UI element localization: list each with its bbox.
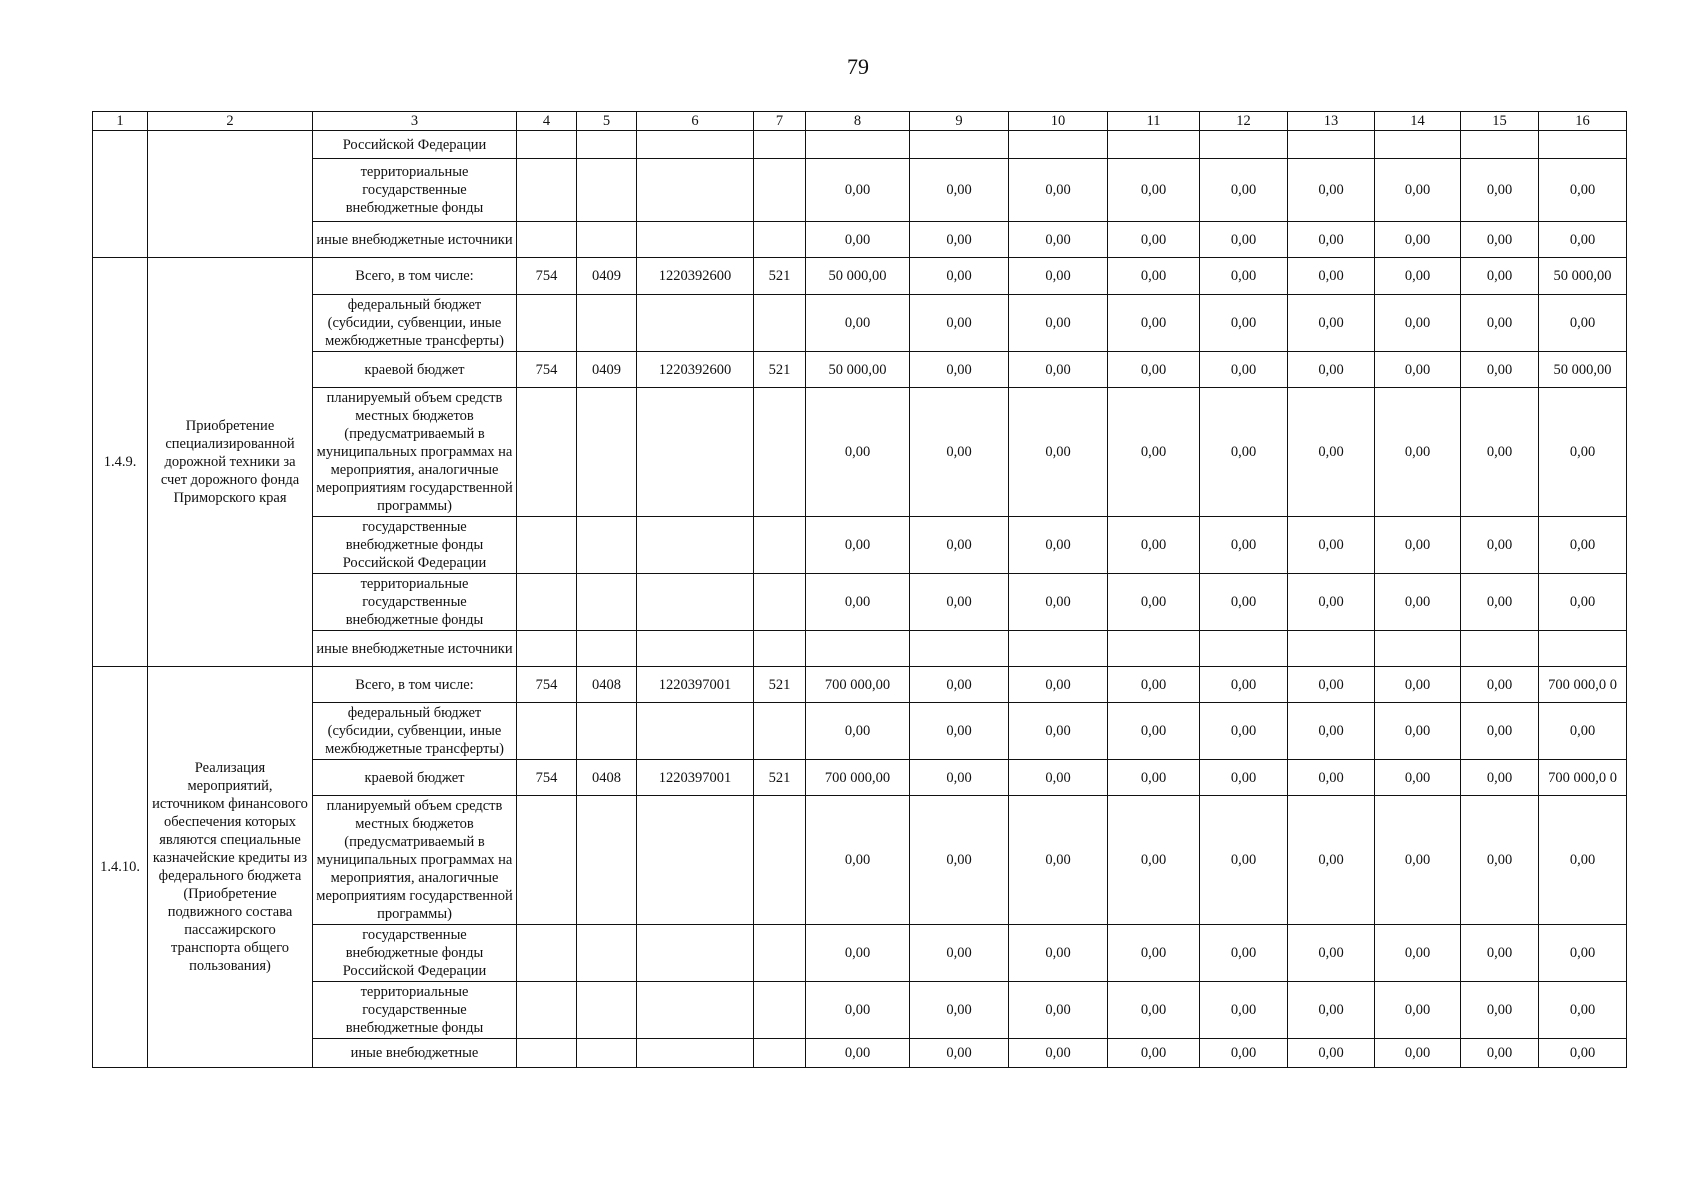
cell-col-9: 0,00 <box>910 574 1009 631</box>
cell-col-15: 0,00 <box>1461 982 1539 1039</box>
cell-col-13: 0,00 <box>1288 1039 1375 1068</box>
item-code: 1.4.9. <box>93 258 148 667</box>
cell-col-14 <box>1375 631 1461 667</box>
item-name: Приобретение специализированной дорожной техники за счет дорожного фонда Приморского края <box>148 258 313 667</box>
cell-col-16: 0,00 <box>1539 703 1627 760</box>
cell-col-14: 0,00 <box>1375 517 1461 574</box>
cell-col-4: 754 <box>517 667 577 703</box>
cell-col-8: 0,00 <box>806 703 910 760</box>
table-row <box>93 631 1627 667</box>
cell-col-4 <box>517 1039 577 1068</box>
table-row <box>93 517 1627 574</box>
cell-col-8: 0,00 <box>806 222 910 258</box>
column-header-3: 3 <box>313 112 517 131</box>
cell-col-14: 0,00 <box>1375 295 1461 352</box>
cell-col-5 <box>577 703 637 760</box>
cell-col-7 <box>754 131 806 159</box>
cell-col-16: 0,00 <box>1539 517 1627 574</box>
cell-col-8: 700 000,00 <box>806 760 910 796</box>
cell-col-6 <box>637 796 754 925</box>
cell-col-11 <box>1108 631 1200 667</box>
cell-col-14: 0,00 <box>1375 222 1461 258</box>
cell-col-10: 0,00 <box>1009 517 1108 574</box>
cell-col-4 <box>517 925 577 982</box>
cell-col-4: 754 <box>517 760 577 796</box>
column-header-5: 5 <box>577 112 637 131</box>
cell-col-6: 1220397001 <box>637 760 754 796</box>
cell-col-14: 0,00 <box>1375 667 1461 703</box>
cell-col-13: 0,00 <box>1288 517 1375 574</box>
table-row <box>93 982 1627 1039</box>
cell-col-4: 754 <box>517 258 577 295</box>
cell-col-13: 0,00 <box>1288 258 1375 295</box>
cell-col-12: 0,00 <box>1200 159 1288 222</box>
cell-col-16: 0,00 <box>1539 222 1627 258</box>
cell-col-5 <box>577 159 637 222</box>
cell-col-11: 0,00 <box>1108 388 1200 517</box>
funding-source: планируемый объем средств местных бюджетов (предусматриваемый в муниципальных программах на мероприятия, аналогичные мероприятиям государственной программы) <box>313 388 517 517</box>
cell-col-14: 0,00 <box>1375 159 1461 222</box>
cell-col-15: 0,00 <box>1461 667 1539 703</box>
cell-col-6: 1220397001 <box>637 667 754 703</box>
cell-col-9: 0,00 <box>910 295 1009 352</box>
cell-col-7 <box>754 295 806 352</box>
cell-col-7 <box>754 1039 806 1068</box>
table-row <box>93 352 1627 388</box>
column-number-row <box>93 112 1627 131</box>
cell-col-5: 0408 <box>577 667 637 703</box>
column-header-1: 1 <box>93 112 148 131</box>
cell-col-10: 0,00 <box>1009 982 1108 1039</box>
cell-col-11: 0,00 <box>1108 667 1200 703</box>
cell-col-16: 700 000,0 0 <box>1539 667 1627 703</box>
cell-col-11: 0,00 <box>1108 352 1200 388</box>
funding-source: Российской Федерации <box>313 131 517 159</box>
cell-col-16: 0,00 <box>1539 1039 1627 1068</box>
cell-col-11: 0,00 <box>1108 796 1200 925</box>
cell-col-12: 0,00 <box>1200 925 1288 982</box>
funding-source: государственные внебюджетные фонды Российской Федерации <box>313 925 517 982</box>
cell-col-6: 1220392600 <box>637 258 754 295</box>
cell-col-4 <box>517 982 577 1039</box>
cell-col-12: 0,00 <box>1200 574 1288 631</box>
cell-col-4 <box>517 703 577 760</box>
cell-col-15: 0,00 <box>1461 574 1539 631</box>
cell-col-16: 0,00 <box>1539 796 1627 925</box>
cell-col-7 <box>754 703 806 760</box>
cell-col-8 <box>806 631 910 667</box>
cell-col-15: 0,00 <box>1461 258 1539 295</box>
table-row <box>93 574 1627 631</box>
cell-col-16: 0,00 <box>1539 159 1627 222</box>
cell-col-9: 0,00 <box>910 760 1009 796</box>
cell-col-9: 0,00 <box>910 388 1009 517</box>
cell-col-11: 0,00 <box>1108 517 1200 574</box>
cell-col-5 <box>577 796 637 925</box>
budget-table <box>92 111 1627 1068</box>
cell-col-11: 0,00 <box>1108 1039 1200 1068</box>
cell-col-4 <box>517 574 577 631</box>
table-row <box>93 703 1627 760</box>
table-row <box>93 295 1627 352</box>
cell-col-10: 0,00 <box>1009 159 1108 222</box>
cell-col-11 <box>1108 131 1200 159</box>
cell-col-9: 0,00 <box>910 222 1009 258</box>
column-header-9: 9 <box>910 112 1009 131</box>
cell-col-14: 0,00 <box>1375 796 1461 925</box>
funding-source: территориальные государственные внебюджетные фонды <box>313 574 517 631</box>
cell-col-6 <box>637 131 754 159</box>
cell-col-8: 0,00 <box>806 1039 910 1068</box>
cell-col-7 <box>754 796 806 925</box>
cell-col-11: 0,00 <box>1108 574 1200 631</box>
column-header-15: 15 <box>1461 112 1539 131</box>
cell-col-15: 0,00 <box>1461 352 1539 388</box>
cell-col-10: 0,00 <box>1009 667 1108 703</box>
cell-col-15 <box>1461 131 1539 159</box>
cell-col-4 <box>517 159 577 222</box>
cell-col-8: 0,00 <box>806 517 910 574</box>
cell-col-7: 521 <box>754 352 806 388</box>
cell-col-4 <box>517 131 577 159</box>
column-header-14: 14 <box>1375 112 1461 131</box>
cell-col-9 <box>910 631 1009 667</box>
cell-col-13: 0,00 <box>1288 574 1375 631</box>
cell-col-13: 0,00 <box>1288 667 1375 703</box>
cell-col-10: 0,00 <box>1009 295 1108 352</box>
cell-col-7 <box>754 159 806 222</box>
cell-col-5: 0409 <box>577 352 637 388</box>
table-row <box>93 222 1627 258</box>
cell-col-12: 0,00 <box>1200 517 1288 574</box>
cell-col-4 <box>517 295 577 352</box>
cell-col-8: 50 000,00 <box>806 258 910 295</box>
cell-col-7: 521 <box>754 667 806 703</box>
cell-col-9: 0,00 <box>910 703 1009 760</box>
cell-col-12: 0,00 <box>1200 258 1288 295</box>
cell-col-7: 521 <box>754 258 806 295</box>
cell-col-14: 0,00 <box>1375 388 1461 517</box>
cell-col-15: 0,00 <box>1461 222 1539 258</box>
cell-col-10: 0,00 <box>1009 703 1108 760</box>
cell-col-6 <box>637 295 754 352</box>
cell-col-5 <box>577 1039 637 1068</box>
cell-col-16: 50 000,00 <box>1539 352 1627 388</box>
cell-col-4 <box>517 796 577 925</box>
cell-col-4 <box>517 517 577 574</box>
cell-col-15: 0,00 <box>1461 1039 1539 1068</box>
funding-source: иные внебюджетные <box>313 1039 517 1068</box>
cell-col-9: 0,00 <box>910 517 1009 574</box>
column-header-12: 12 <box>1200 112 1288 131</box>
cell-col-8: 0,00 <box>806 159 910 222</box>
cell-col-10: 0,00 <box>1009 760 1108 796</box>
funding-source: Всего, в том числе: <box>313 667 517 703</box>
cell-col-5 <box>577 574 637 631</box>
item-name: Реализация мероприятий, источником финансового обеспечения которых являются специальные казначейские кредиты из федерального бюджета (Приобретение подвижного состава пассажирского транспорта общего пользования) <box>148 667 313 1068</box>
cell-col-9: 0,00 <box>910 352 1009 388</box>
funding-source: федеральный бюджет (субсидии, субвенции, иные межбюджетные трансферты) <box>313 703 517 760</box>
column-header-7: 7 <box>754 112 806 131</box>
cell-col-11: 0,00 <box>1108 703 1200 760</box>
cell-col-7 <box>754 925 806 982</box>
cell-col-15: 0,00 <box>1461 159 1539 222</box>
cell-col-8: 0,00 <box>806 925 910 982</box>
cell-col-5 <box>577 517 637 574</box>
column-header-6: 6 <box>637 112 754 131</box>
cell-col-4 <box>517 631 577 667</box>
item-code <box>93 131 148 258</box>
cell-col-13 <box>1288 131 1375 159</box>
table-row <box>93 760 1627 796</box>
cell-col-5 <box>577 295 637 352</box>
cell-col-9: 0,00 <box>910 796 1009 925</box>
cell-col-12: 0,00 <box>1200 760 1288 796</box>
cell-col-15: 0,00 <box>1461 760 1539 796</box>
cell-col-8: 0,00 <box>806 388 910 517</box>
cell-col-6 <box>637 517 754 574</box>
column-header-11: 11 <box>1108 112 1200 131</box>
cell-col-7 <box>754 631 806 667</box>
cell-col-9: 0,00 <box>910 925 1009 982</box>
cell-col-10: 0,00 <box>1009 352 1108 388</box>
cell-col-9: 0,00 <box>910 258 1009 295</box>
column-header-10: 10 <box>1009 112 1108 131</box>
cell-col-10: 0,00 <box>1009 1039 1108 1068</box>
item-code: 1.4.10. <box>93 667 148 1068</box>
cell-col-12: 0,00 <box>1200 388 1288 517</box>
funding-source: территориальные государственные внебюджетные фонды <box>313 982 517 1039</box>
cell-col-14: 0,00 <box>1375 760 1461 796</box>
cell-col-5 <box>577 631 637 667</box>
cell-col-16: 0,00 <box>1539 982 1627 1039</box>
cell-col-7 <box>754 574 806 631</box>
cell-col-8: 0,00 <box>806 295 910 352</box>
funding-source: краевой бюджет <box>313 352 517 388</box>
cell-col-9: 0,00 <box>910 982 1009 1039</box>
cell-col-16: 0,00 <box>1539 574 1627 631</box>
cell-col-11: 0,00 <box>1108 295 1200 352</box>
cell-col-8: 50 000,00 <box>806 352 910 388</box>
cell-col-14 <box>1375 131 1461 159</box>
cell-col-10: 0,00 <box>1009 574 1108 631</box>
cell-col-13: 0,00 <box>1288 352 1375 388</box>
cell-col-15: 0,00 <box>1461 796 1539 925</box>
cell-col-12 <box>1200 631 1288 667</box>
table-row <box>93 925 1627 982</box>
cell-col-12: 0,00 <box>1200 1039 1288 1068</box>
cell-col-9: 0,00 <box>910 667 1009 703</box>
cell-col-10: 0,00 <box>1009 258 1108 295</box>
cell-col-5 <box>577 222 637 258</box>
cell-col-14: 0,00 <box>1375 703 1461 760</box>
column-header-16: 16 <box>1539 112 1627 131</box>
cell-col-15: 0,00 <box>1461 295 1539 352</box>
cell-col-8: 0,00 <box>806 574 910 631</box>
table-row <box>93 131 1627 159</box>
column-header-8: 8 <box>806 112 910 131</box>
cell-col-11: 0,00 <box>1108 760 1200 796</box>
cell-col-14: 0,00 <box>1375 574 1461 631</box>
table-row <box>93 796 1627 925</box>
cell-col-6 <box>637 222 754 258</box>
item-name <box>148 131 313 258</box>
cell-col-5 <box>577 131 637 159</box>
cell-col-10: 0,00 <box>1009 388 1108 517</box>
table-body <box>93 131 1627 1068</box>
cell-col-4 <box>517 222 577 258</box>
cell-col-16 <box>1539 631 1627 667</box>
table-row <box>93 667 1627 703</box>
funding-source: федеральный бюджет (субсидии, субвенции, иные межбюджетные трансферты) <box>313 295 517 352</box>
cell-col-16 <box>1539 131 1627 159</box>
cell-col-13: 0,00 <box>1288 796 1375 925</box>
cell-col-15 <box>1461 631 1539 667</box>
cell-col-7: 521 <box>754 760 806 796</box>
cell-col-16: 0,00 <box>1539 295 1627 352</box>
cell-col-16: 700 000,0 0 <box>1539 760 1627 796</box>
column-header-2: 2 <box>148 112 313 131</box>
cell-col-6 <box>637 1039 754 1068</box>
cell-col-5 <box>577 925 637 982</box>
table-row <box>93 388 1627 517</box>
funding-source: государственные внебюджетные фонды Российской Федерации <box>313 517 517 574</box>
cell-col-5 <box>577 982 637 1039</box>
cell-col-14: 0,00 <box>1375 1039 1461 1068</box>
cell-col-13: 0,00 <box>1288 760 1375 796</box>
cell-col-7 <box>754 388 806 517</box>
cell-col-4 <box>517 388 577 517</box>
cell-col-11: 0,00 <box>1108 258 1200 295</box>
cell-col-10: 0,00 <box>1009 925 1108 982</box>
cell-col-11: 0,00 <box>1108 159 1200 222</box>
cell-col-9: 0,00 <box>910 1039 1009 1068</box>
cell-col-4: 754 <box>517 352 577 388</box>
funding-source: краевой бюджет <box>313 760 517 796</box>
cell-col-7 <box>754 982 806 1039</box>
cell-col-8: 700 000,00 <box>806 667 910 703</box>
cell-col-14: 0,00 <box>1375 352 1461 388</box>
funding-source: иные внебюджетные источники <box>313 631 517 667</box>
cell-col-10: 0,00 <box>1009 796 1108 925</box>
cell-col-12: 0,00 <box>1200 352 1288 388</box>
cell-col-10 <box>1009 631 1108 667</box>
funding-source: Всего, в том числе: <box>313 258 517 295</box>
cell-col-5 <box>577 388 637 517</box>
cell-col-14: 0,00 <box>1375 982 1461 1039</box>
cell-col-9: 0,00 <box>910 159 1009 222</box>
cell-col-6 <box>637 388 754 517</box>
cell-col-12: 0,00 <box>1200 703 1288 760</box>
cell-col-13: 0,00 <box>1288 982 1375 1039</box>
cell-col-7 <box>754 222 806 258</box>
cell-col-14: 0,00 <box>1375 925 1461 982</box>
cell-col-10: 0,00 <box>1009 222 1108 258</box>
cell-col-16: 0,00 <box>1539 925 1627 982</box>
funding-source: иные внебюджетные источники <box>313 222 517 258</box>
table-row <box>93 159 1627 222</box>
cell-col-13 <box>1288 631 1375 667</box>
funding-source: территориальные государственные внебюджетные фонды <box>313 159 517 222</box>
cell-col-12: 0,00 <box>1200 667 1288 703</box>
cell-col-12: 0,00 <box>1200 796 1288 925</box>
cell-col-6 <box>637 703 754 760</box>
cell-col-8: 0,00 <box>806 796 910 925</box>
cell-col-15: 0,00 <box>1461 703 1539 760</box>
cell-col-7 <box>754 517 806 574</box>
cell-col-11: 0,00 <box>1108 982 1200 1039</box>
cell-col-6 <box>637 631 754 667</box>
cell-col-9 <box>910 131 1009 159</box>
cell-col-12 <box>1200 131 1288 159</box>
column-header-4: 4 <box>517 112 577 131</box>
cell-col-14: 0,00 <box>1375 258 1461 295</box>
cell-col-8: 0,00 <box>806 982 910 1039</box>
table-row <box>93 1039 1627 1068</box>
cell-col-13: 0,00 <box>1288 925 1375 982</box>
cell-col-13: 0,00 <box>1288 703 1375 760</box>
cell-col-13: 0,00 <box>1288 159 1375 222</box>
cell-col-5: 0408 <box>577 760 637 796</box>
cell-col-16: 0,00 <box>1539 388 1627 517</box>
cell-col-12: 0,00 <box>1200 222 1288 258</box>
cell-col-13: 0,00 <box>1288 295 1375 352</box>
cell-col-15: 0,00 <box>1461 388 1539 517</box>
cell-col-8 <box>806 131 910 159</box>
cell-col-13: 0,00 <box>1288 222 1375 258</box>
table-row <box>93 258 1627 295</box>
cell-col-6: 1220392600 <box>637 352 754 388</box>
cell-col-6 <box>637 925 754 982</box>
cell-col-16: 50 000,00 <box>1539 258 1627 295</box>
cell-col-10 <box>1009 131 1108 159</box>
cell-col-6 <box>637 574 754 631</box>
funding-source: планируемый объем средств местных бюджетов (предусматриваемый в муниципальных программах на мероприятия, аналогичные мероприятиям государственной программы) <box>313 796 517 925</box>
cell-col-12: 0,00 <box>1200 982 1288 1039</box>
cell-col-12: 0,00 <box>1200 295 1288 352</box>
cell-col-11: 0,00 <box>1108 222 1200 258</box>
cell-col-6 <box>637 982 754 1039</box>
cell-col-15: 0,00 <box>1461 517 1539 574</box>
cell-col-13: 0,00 <box>1288 388 1375 517</box>
cell-col-15: 0,00 <box>1461 925 1539 982</box>
cell-col-11: 0,00 <box>1108 925 1200 982</box>
column-header-13: 13 <box>1288 112 1375 131</box>
cell-col-6 <box>637 159 754 222</box>
cell-col-5: 0409 <box>577 258 637 295</box>
page-number: 79 <box>847 54 869 79</box>
